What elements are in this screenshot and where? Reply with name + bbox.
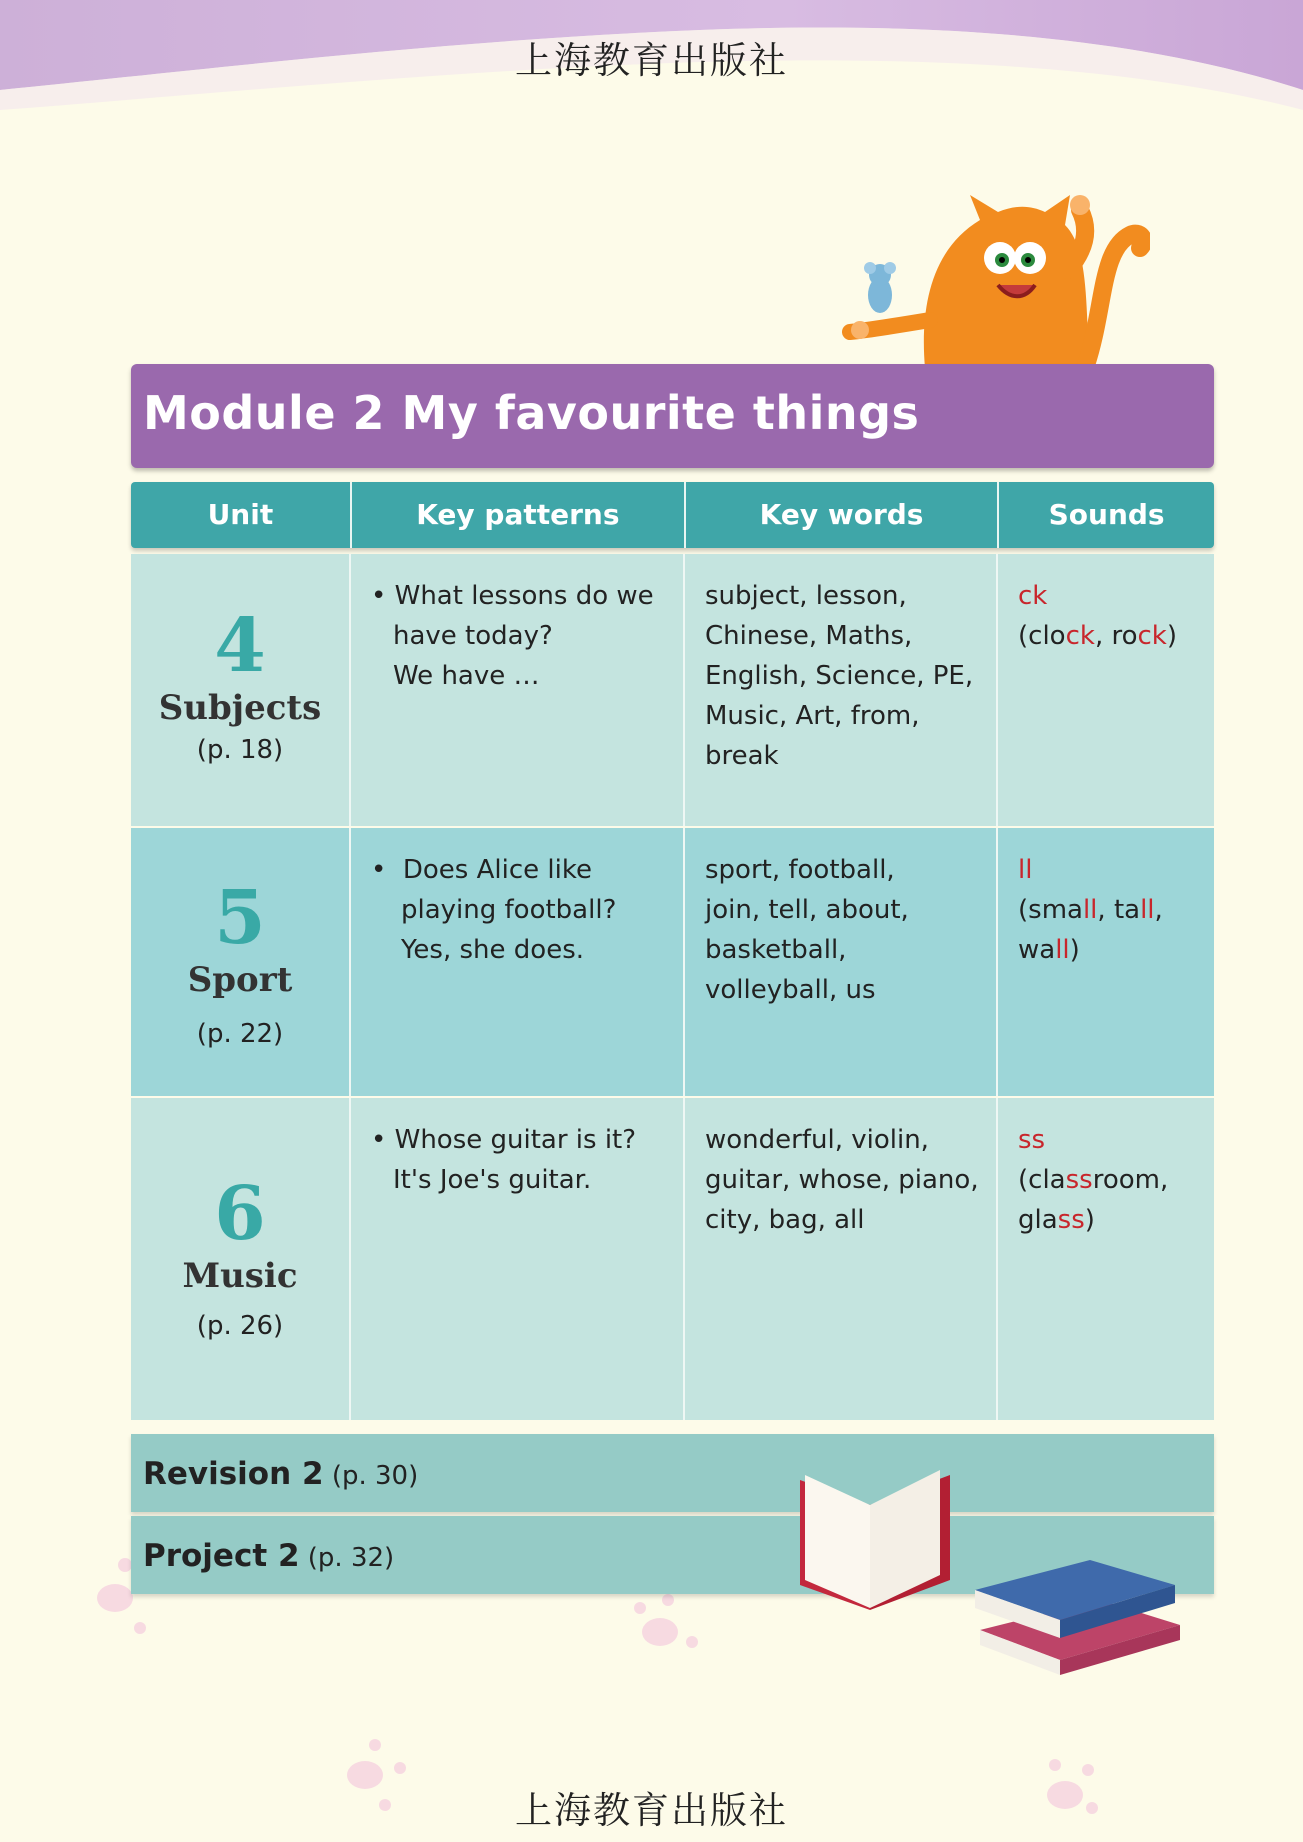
table-row bbox=[131, 554, 1214, 826]
word-line: city, bag, all bbox=[705, 1205, 865, 1235]
unit-name: Sport bbox=[187, 960, 293, 1000]
pattern-line: have today? bbox=[393, 621, 553, 651]
key-patterns-cell: • Does Alice like playing football? Yes, she does. bbox=[351, 828, 685, 1096]
pattern-line: playing football? bbox=[401, 895, 617, 925]
header-sounds: Sounds bbox=[1048, 498, 1165, 531]
sounds-cell bbox=[998, 554, 1214, 826]
sound-symbol: ll bbox=[1018, 855, 1033, 885]
sounds-cell: ll (small, tall, wall) bbox=[998, 828, 1214, 1096]
cat-mouse-illustration bbox=[830, 190, 1150, 368]
key-patterns-cell: • What lessons do we have today? We have … bbox=[351, 554, 685, 826]
project-page: (p. 32) bbox=[307, 1543, 395, 1573]
revision-page: (p. 30) bbox=[331, 1461, 419, 1491]
pattern-line: What lessons do we bbox=[394, 581, 654, 611]
sounds-cell: ss (classroom, glass) bbox=[998, 1098, 1214, 1420]
word-line: volleyball, us bbox=[705, 975, 876, 1005]
unit-cell bbox=[131, 554, 351, 826]
sound-examples: (small, tall, bbox=[1018, 895, 1163, 925]
table-header bbox=[131, 482, 1214, 548]
table-row bbox=[131, 1098, 1214, 1420]
unit-page: (p. 18) bbox=[196, 735, 284, 765]
sound-symbol: ss bbox=[1018, 1125, 1046, 1155]
sound-symbol: ck bbox=[1018, 581, 1048, 611]
word-line: English, Science, PE, bbox=[705, 661, 974, 691]
unit-page: (p. 22) bbox=[196, 1019, 284, 1049]
project-label: Project 2 bbox=[143, 1538, 300, 1574]
unit-name: Subjects bbox=[158, 688, 322, 728]
pattern-line: Whose guitar is it? bbox=[394, 1125, 637, 1155]
revision-label: Revision 2 bbox=[143, 1456, 324, 1492]
unit-number: 4 bbox=[214, 603, 266, 689]
books-illustration bbox=[790, 1460, 1190, 1690]
word-line: join, tell, about, bbox=[705, 895, 909, 925]
key-words-cell bbox=[685, 554, 998, 826]
module-table bbox=[131, 482, 1214, 1420]
header-unit: Unit bbox=[131, 482, 352, 548]
publisher-footer: 上海教育出版社 bbox=[515, 1789, 788, 1832]
word-line: subject, lesson, bbox=[705, 581, 907, 611]
word-line: sport, football, bbox=[705, 855, 895, 885]
unit-name: Music bbox=[182, 1256, 298, 1296]
word-line: wonderful, violin, bbox=[705, 1125, 929, 1155]
word-line: guitar, whose, piano, bbox=[705, 1165, 979, 1195]
word-line: basketball, bbox=[705, 935, 847, 965]
key-words-cell bbox=[685, 828, 998, 1096]
module-title: Module 2 My favourite things bbox=[143, 386, 920, 440]
module-title-bar bbox=[131, 364, 1214, 468]
publisher-header: 上海教育出版社 bbox=[515, 39, 788, 82]
sound-examples: (clock, rock) bbox=[1018, 621, 1178, 651]
pattern-line: Yes, she does. bbox=[401, 935, 585, 965]
unit-number: 5 bbox=[214, 875, 266, 961]
header-key-words: Key words bbox=[686, 482, 999, 548]
key-patterns-cell: • Whose guitar is it? It's Joe's guitar. bbox=[351, 1098, 685, 1420]
key-words-cell bbox=[685, 1098, 998, 1420]
header-key-patterns: Key patterns bbox=[352, 482, 686, 548]
unit-number: 6 bbox=[214, 1171, 266, 1257]
word-line: break bbox=[705, 741, 779, 771]
word-line: Music, Art, from, bbox=[705, 701, 920, 731]
table-row bbox=[131, 828, 1214, 1096]
unit-cell bbox=[131, 1098, 351, 1420]
unit-page: (p. 26) bbox=[196, 1311, 284, 1341]
word-line: Chinese, Maths, bbox=[705, 621, 913, 651]
top-wave-decoration bbox=[0, 0, 1303, 170]
unit-cell bbox=[131, 828, 351, 1096]
sound-examples: (classroom, bbox=[1018, 1165, 1169, 1195]
pattern-line: Does Alice like bbox=[402, 855, 592, 885]
pattern-line: It's Joe's guitar. bbox=[393, 1165, 592, 1195]
pattern-line: We have … bbox=[393, 661, 540, 691]
